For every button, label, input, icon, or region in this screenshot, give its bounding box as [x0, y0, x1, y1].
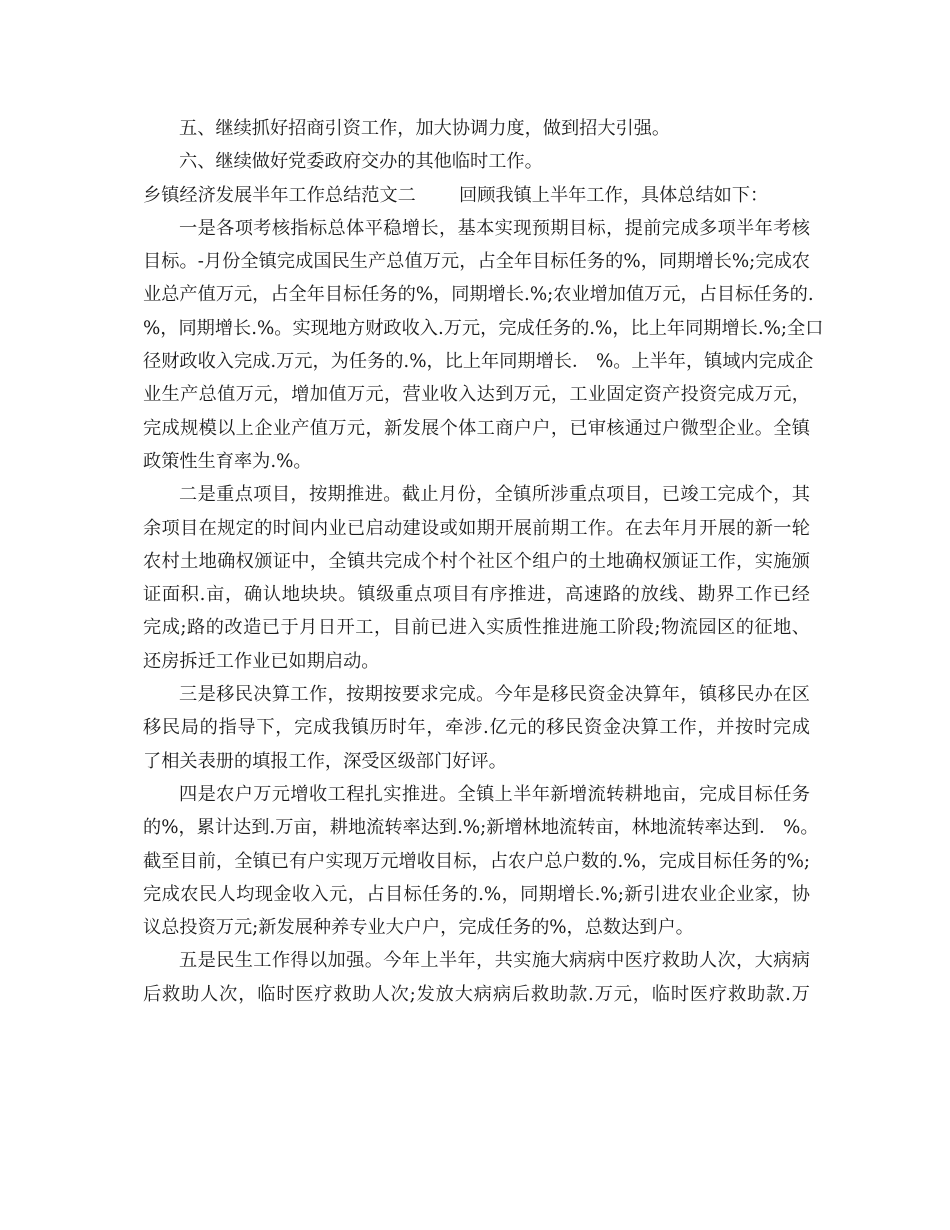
paragraph-line: 业生产总值万元，增加值万元，营业收入达到万元，工业固定资产投资完成万元，	[143, 384, 810, 406]
paragraph-migration	[143, 678, 810, 778]
section-title: 乡镇经济发展半年工作总结范文二	[143, 184, 416, 206]
paragraph-line: 完成;路的改造已于月日开工，目前已进入实质性推进施工阶段;物流园区的征地、	[143, 617, 810, 639]
paragraph-line: 五、继续抓好招商引资工作，加大协调力度，做到招大引强。	[179, 118, 671, 139]
paragraph-line: 五是民生工作得以加强。今年上半年，共实施大病病中医疗救助人次，大病病	[179, 950, 810, 972]
paragraph-line: 截至目前，全镇已有户实现万元增收目标，占农户总户数的.%，完成目标任务的%;	[143, 850, 810, 872]
paragraph-key-projects	[143, 478, 810, 678]
paragraph-line: 移民局的指导下，完成我镇历时年，牵涉.亿元的移民资金决算工作，并按时完成	[143, 717, 810, 739]
paragraph-line: 六、继续做好党委政府交办的其他临时工作。	[179, 151, 543, 173]
section-heading	[143, 179, 810, 212]
paragraph-indicators	[143, 212, 824, 478]
paragraph-line: 业总产值万元，占全年目标任务的%，同期增长.%;农业增加值万元，占目标任务的.	[143, 284, 814, 306]
section-intro: 回顾我镇上半年工作，具体总结如下：	[459, 184, 769, 206]
paragraph-line: 完成农民人均现金收入元，占目标任务的.%，同期增长.%;新引进农业企业家，协	[143, 883, 810, 905]
paragraph-line: 政策性生育率为.%。	[143, 450, 312, 472]
paragraph-line: 三是移民决算工作，按期按要求完成。今年是移民资金决算年，镇移民办在区	[179, 684, 810, 706]
paragraph-line: 议总投资万元;新发展种养专业大户户，完成任务的%，总数达到户。	[143, 917, 694, 939]
paragraph-line: %，同期增长.%。实现地方财政收入.万元，完成任务的.%，比上年同期增长.%;全口	[143, 317, 824, 339]
paragraph-line: 的%，累计达到.万亩，耕地流转率达到.%;新增林地流转亩，林地流转率达到． %。	[143, 817, 819, 839]
paragraph-line: 农村土地确权颁证中，全镇共完成个村个社区个组户的土地确权颁证工作，实施颁	[143, 550, 810, 572]
paragraph-line: 完成规模以上企业产值万元，新发展个体工商户户，已审核通过户微型企业。全镇	[143, 417, 810, 439]
paragraph-income	[143, 778, 819, 944]
paragraph-line: 余项目在规定的时间内业已启动建设或如期开展前期工作。在去年月开展的新一轮	[143, 517, 810, 539]
paragraph-line: 二是重点项目，按期推进。截止月份，全镇所涉重点项目，已竣工完成个，其	[179, 484, 810, 506]
paragraph-line: 四是农户万元增收工程扎实推进。全镇上半年新增流转耕地亩，完成目标任务	[179, 783, 810, 805]
paragraph-line: 了相关表册的填报工作，深受区级部门好评。	[143, 750, 507, 772]
paragraph-line: 目标。-月份全镇完成国民生产总值万元，占全年目标任务的%，同期增长%;完成农	[143, 251, 810, 273]
document-page	[143, 112, 824, 1011]
paragraph-line: 径财政收入完成.万元，为任务的.%，比上年同期增长． %。上半年，镇域内完成企	[143, 351, 814, 373]
paragraph-line: 证面积.亩，确认地块块。镇级重点项目有序推进，高速路的放线、勘界工作已经	[143, 584, 810, 606]
paragraph-livelihood	[143, 944, 810, 1011]
paragraph-line: 后救助人次，临时医疗救助人次;发放大病病后救助款.万元，临时医疗救助款.万	[143, 983, 810, 1005]
paragraph-line: 还房拆迁工作业已如期启动。	[143, 650, 380, 672]
paragraph-line: 一是各项考核指标总体平稳增长，基本实现预期目标，提前完成多项半年考核	[179, 217, 810, 239]
